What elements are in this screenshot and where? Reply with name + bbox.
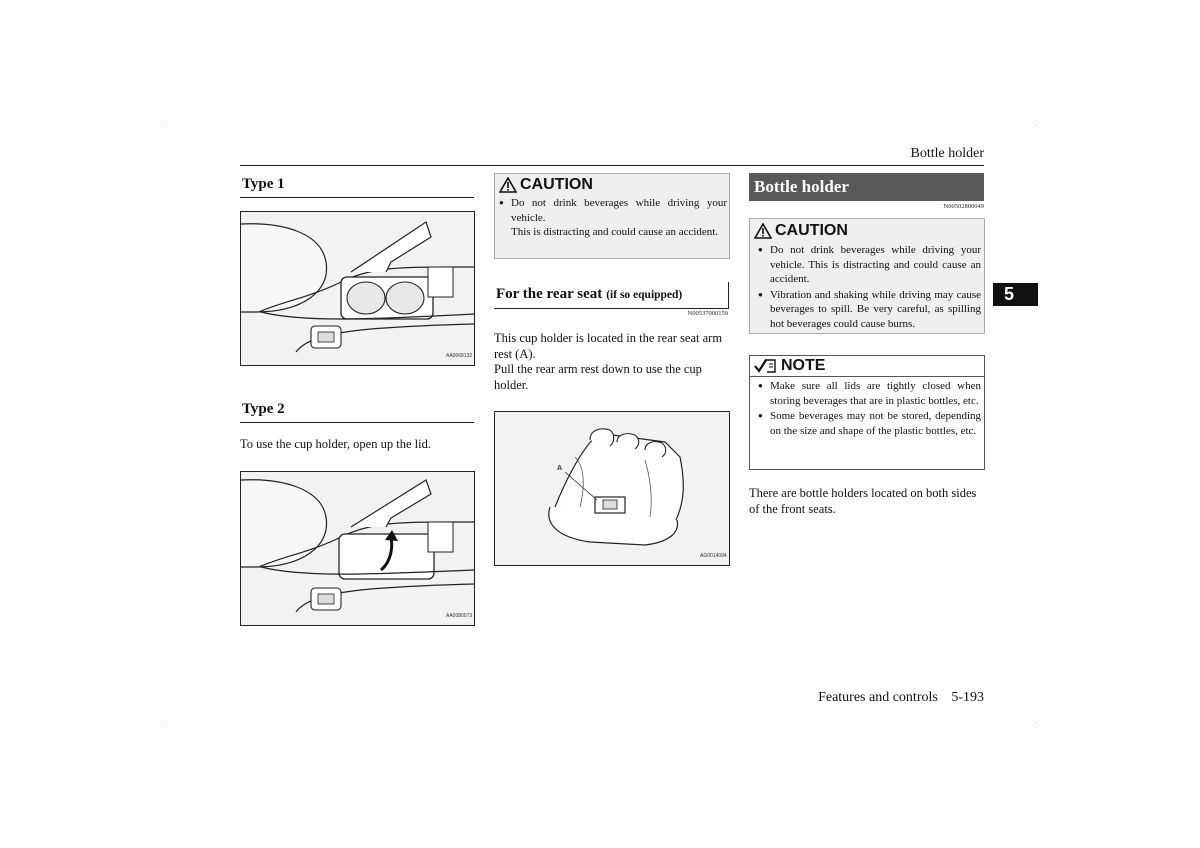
warning-triangle-icon	[499, 177, 517, 193]
footer-section: Features and controls	[818, 690, 938, 705]
caution-item-continuation: This is distracting and could cause an accident.	[511, 226, 719, 238]
callout-label-a: A	[557, 465, 563, 472]
warning-triangle-icon	[754, 223, 772, 239]
note-box	[749, 355, 985, 470]
crop-mark	[162, 125, 163, 126]
crop-mark	[1036, 125, 1037, 126]
bottle-holder-text: There are bottle holders located on both sides of the front seats.	[749, 486, 977, 516]
type1-figure	[240, 211, 475, 366]
caution-box	[749, 218, 985, 334]
caution-item: ● Vibration and shaking while driving may cause beverages to spill. Be very careful, as spilling hot beverages could cause burns.	[756, 288, 981, 332]
type2-rule	[240, 422, 474, 423]
page-number: 5-193	[951, 690, 984, 705]
rear-seat-illustration	[495, 412, 729, 565]
caution-box	[494, 173, 730, 259]
caution-item: ● Do not drink beverages while driving your vehicle.	[497, 196, 727, 225]
type1-heading: Type 1	[242, 176, 285, 192]
document-code: N00502800049	[943, 203, 984, 210]
caution-header	[495, 174, 729, 196]
rear-seat-heading-suffix: (if so equipped)	[606, 289, 683, 301]
caution-title: CAUTION	[520, 176, 593, 193]
note-item: ● Make sure all lids are tightly closed when storing beverages that are in plastic bottles, etc.	[756, 379, 981, 408]
note-item: ● Some beverages may not be stored, depending on the size and shape of the plastic bottles, etc.	[756, 409, 981, 438]
rear-seat-para-1: This cup holder is located in the rear seat arm rest (A).	[494, 331, 723, 361]
crop-mark	[162, 722, 163, 723]
figure-code: AG0014094	[700, 553, 727, 559]
cup-holder-illustration	[241, 212, 474, 365]
header-rule	[240, 165, 984, 166]
crop-mark	[1036, 722, 1037, 723]
section-title-bar: Bottle holder	[749, 173, 984, 201]
figure-code: AA0080073	[446, 613, 473, 619]
type2-heading: Type 2	[242, 401, 285, 417]
figure-code: AA0068132	[446, 353, 473, 359]
type2-figure	[240, 471, 475, 626]
type1-rule	[240, 197, 474, 198]
type2-text: To use the cup holder, open up the lid.	[240, 437, 431, 451]
note-header	[750, 356, 984, 377]
document-code: N00537000159	[687, 310, 728, 317]
note-title: NOTE	[781, 357, 826, 374]
page-header-title: Bottle holder	[910, 146, 984, 161]
caution-title: CAUTION	[775, 222, 848, 239]
caution-header	[750, 219, 984, 243]
rear-seat-heading-main: For the rear seat	[496, 286, 603, 302]
caution-item: ● Do not drink beverages while driving your vehicle. This is distracting and could cause an accident.	[756, 243, 981, 287]
page-footer	[790, 690, 984, 706]
chapter-tab: 5	[993, 283, 1038, 306]
note-check-icon	[753, 358, 777, 374]
cup-holder-open-illustration	[241, 472, 474, 625]
rear-seat-figure	[494, 411, 730, 566]
rear-seat-para-2: Pull the rear arm rest down to use the cup holder.	[494, 362, 702, 392]
rear-seat-heading-border	[494, 282, 729, 309]
